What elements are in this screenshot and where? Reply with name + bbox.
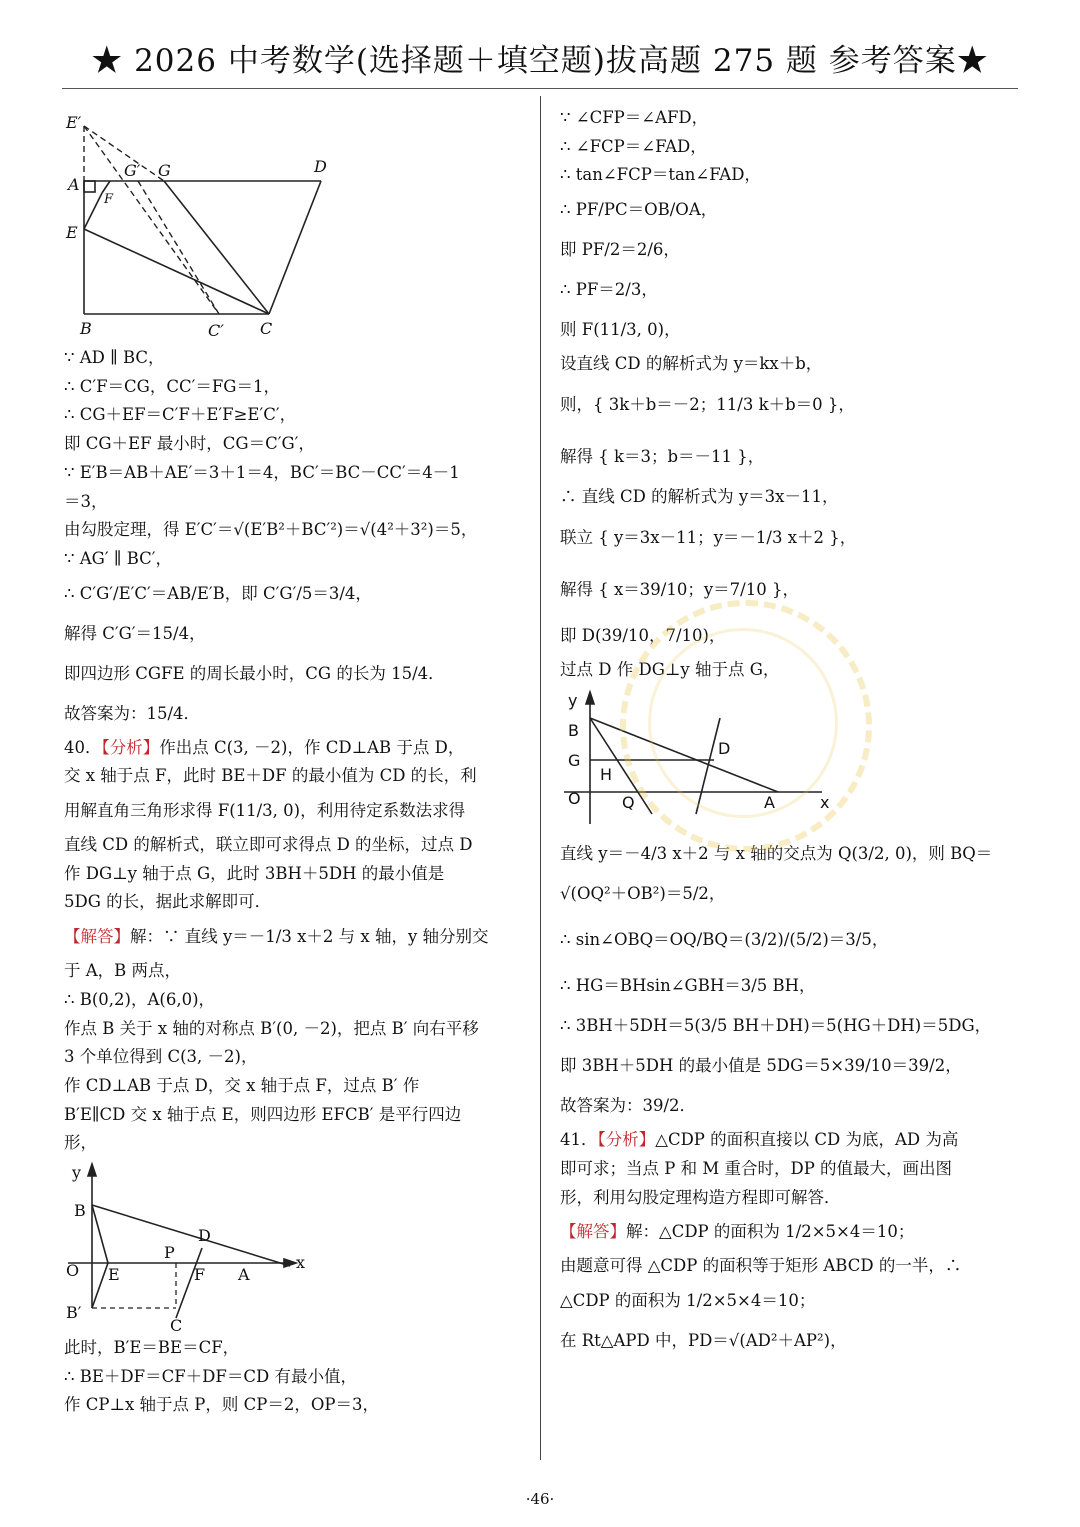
- text-line: ∵ AG′ ∥ BC′，: [64, 548, 172, 568]
- text-line: ∴ sin∠OBQ＝OQ/BQ＝(3/2)/(5/2)＝3/5，: [560, 930, 889, 950]
- text-line: ∴ CG＋EF＝C′F＋E′F≥E′C′，: [64, 405, 297, 425]
- figure-coordinate-efcb: [64, 1158, 324, 1334]
- text-line: 即四边形 CGFE 的周长最小时，CG 的长为 15/4．: [64, 663, 445, 683]
- text-line: 即 D(39/10，7/10)，: [560, 625, 726, 645]
- text-line: 过点 D 作 DG⊥y 轴于点 G，: [560, 659, 780, 679]
- text-line: ∴ tan∠FCP＝tan∠FAD，: [560, 165, 761, 185]
- label-g: G: [158, 161, 171, 180]
- text-line: 解得 C′G′＝15/4，: [64, 623, 206, 643]
- text-line: ∴ PF＝2/3，: [560, 280, 658, 300]
- q41-answer-line: 【解答】解：△CDP 的面积为 1/2×5×4＝10；: [560, 1222, 915, 1242]
- text-line: 故答案为：15/4．: [64, 703, 201, 723]
- label-b: B: [568, 721, 579, 741]
- text-line: 作 DG⊥y 轴于点 G，此时 3BH＋5DH 的最小值是: [64, 863, 445, 883]
- label-c: C: [170, 1316, 183, 1335]
- label-p: P: [164, 1243, 175, 1263]
- right-column: [560, 104, 1016, 1361]
- text-line: ∴ BE＋DF＝CF＋DF＝CD 有最小值，: [64, 1366, 357, 1386]
- header-rule: [62, 88, 1018, 89]
- axis-label-x: x: [296, 1253, 306, 1273]
- page-header: ★ 2026 中考数学(选择题＋填空题)拔高题 275 题 参考答案★: [91, 43, 989, 79]
- text-line: 即可求；当点 P 和 M 重合时，DP 的值最大，画出图: [560, 1158, 953, 1178]
- label-e-prime: E′: [66, 113, 82, 132]
- text-line: △CDP 的面积为 1/2×5×4＝10；: [560, 1291, 816, 1311]
- column-divider: [540, 96, 541, 1460]
- label-c: C: [260, 319, 273, 338]
- axis-label-x: x: [820, 793, 830, 813]
- question-number: 41．: [560, 1130, 598, 1150]
- page-number: ·46·: [525, 1490, 555, 1508]
- text-line: ∴ ∠FCP＝∠FAD，: [560, 136, 707, 156]
- text-line: 直线 y＝－4/3 x＋2 与 x 轴的交点为 Q(3/2, 0)，则 BQ＝: [560, 844, 993, 864]
- label-g: G: [568, 751, 581, 771]
- text-line: ∴ 直线 CD 的解析式为 y＝3x－11，: [560, 486, 839, 506]
- left-column: [64, 104, 526, 1420]
- text-line: ∵ ∠CFP＝∠AFD，: [560, 108, 709, 127]
- q40-analysis-line: 40．【分析】作出点 C(3, －2)，作 CD⊥AB 于点 D，: [64, 737, 465, 757]
- label-g-prime: G′: [124, 161, 141, 180]
- analysis-tag: 【分析】: [101, 737, 160, 757]
- text-line: ∴ C′G′/E′C′＝AB/E′B，即 C′G′/5＝3/4，: [64, 583, 372, 603]
- text-line: B′E∥CD 交 x 轴于点 E，则四边形 EFCB′ 是平行四边: [64, 1104, 462, 1124]
- text-line: 由勾股定理，得 E′C′＝√(E′B²＋BC′²)＝√(4²＋3²)＝5，: [64, 520, 478, 540]
- label-f: F: [194, 1265, 206, 1285]
- q40-answer-line: 【解答】解：∵ 直线 y＝－1/3 x＋2 与 x 轴，y 轴分别交: [64, 927, 489, 947]
- system-line: 则，{ 3k＋b＝－2；11/3 k＋b＝0 }，: [560, 394, 855, 414]
- axis-label-y: y: [72, 1163, 82, 1183]
- label-d: D: [314, 157, 327, 176]
- text-line: 3 个单位得到 C(3, －2)，: [64, 1047, 258, 1067]
- text-line: ∴ 3BH＋5DH＝5(3/5 BH＋DH)＝5(HG＋DH)＝5DG，: [560, 1016, 992, 1036]
- analysis-tag: 【分析】: [597, 1130, 656, 1150]
- label-q: Q: [622, 793, 635, 813]
- text-line: ∵ AD ∥ BC，: [64, 348, 165, 367]
- label-o: O: [66, 1261, 80, 1281]
- text-line: 作点 B 关于 x 轴的对称点 B′(0, －2)，把点 B′ 向右平移: [64, 1018, 479, 1038]
- text-line: ＝3，: [64, 491, 108, 511]
- question-number: 40．: [64, 737, 102, 757]
- text-line: 5DG 的长，据此求解即可．: [64, 892, 272, 912]
- text-line: 交 x 轴于点 F，此时 BE＋DF 的最小值为 CD 的长，利: [64, 766, 477, 786]
- text-line: ∴ B(0,2)，A(6,0)，: [64, 989, 216, 1009]
- label-a: A: [68, 175, 80, 194]
- text-line: ∴ HG＝BHsin∠GBH＝3/5 BH，: [560, 976, 816, 996]
- text-line: 形，利用勾股定理构造方程即可解答．: [560, 1187, 841, 1207]
- text-line: ∵ E′B＝AB＋AE′＝3＋1＝4，BC′＝BC－CC′＝4－1: [64, 462, 460, 482]
- label-e: E: [66, 223, 78, 242]
- text-line: 则 F(11/3, 0)，: [560, 320, 681, 340]
- label-f: F: [104, 192, 114, 207]
- text-line: 在 Rt△APD 中，PD＝√(AD²＋AP²)，: [560, 1331, 847, 1351]
- text-line: ∴ C′F＝CG，CC′＝FG＝1，: [64, 376, 280, 396]
- system-line: 解得 { x＝39/10；y＝7/10 }，: [560, 579, 799, 599]
- text-line: 此时，B′E＝BE＝CF，: [64, 1338, 240, 1358]
- text-line: 直线 CD 的解析式，联立即可求得点 D 的坐标，过点 D: [64, 835, 473, 855]
- label-b: B: [74, 1201, 86, 1221]
- text-line: 作 CD⊥AB 于点 D，交 x 轴于点 F，过点 B′ 作: [64, 1075, 420, 1095]
- label-c-prime: C′: [208, 321, 224, 340]
- figure-quadrilateral-cgfe: [64, 104, 334, 344]
- text-line: 设直线 CD 的解析式为 y＝kx＋b，: [560, 354, 823, 374]
- text-line: 即 CG＋EF 最小时，CG＝C′G′，: [64, 434, 315, 454]
- label-b: B: [80, 319, 92, 338]
- label-b-prime: B′: [66, 1303, 82, 1323]
- answer-tag: 【解答】: [64, 927, 130, 947]
- text-line: 作 CP⊥x 轴于点 P，则 CP＝2，OP＝3，: [64, 1395, 379, 1415]
- label-e: E: [108, 1265, 120, 1285]
- axis-label-y: y: [568, 691, 578, 711]
- label-h: H: [600, 765, 613, 785]
- label-o: O: [568, 789, 581, 809]
- text-line: 由题意可得 △CDP 的面积等于矩形 ABCD 的一半，∴: [560, 1256, 962, 1276]
- text-line: 即 3BH＋5DH 的最小值是 5DG＝5×39/10＝39/2，: [560, 1056, 962, 1076]
- text-line: 即 PF/2＝2/6，: [560, 240, 680, 260]
- answer-tag: 【解答】: [560, 1222, 626, 1242]
- figure-coordinate-bhq: [560, 684, 840, 834]
- text-line: ∴ PF/PC＝OB/OA，: [560, 200, 718, 220]
- text-line: √(OQ²＋OB²)＝5/2，: [560, 884, 726, 904]
- system-line: 联立 { y＝3x－11；y＝－1/3 x＋2 }，: [560, 527, 857, 547]
- text-line: 于 A，B 两点，: [64, 961, 182, 981]
- label-a: A: [764, 793, 775, 813]
- label-a: A: [238, 1265, 250, 1285]
- text-line: 用解直角三角形求得 F(11/3, 0)，利用待定系数法求得: [64, 801, 466, 821]
- label-d: D: [718, 739, 731, 759]
- q41-analysis-line: 41．【分析】△CDP 的面积直接以 CD 为底，AD 为高: [560, 1130, 959, 1150]
- text-line: 形，: [64, 1133, 97, 1153]
- system-line: 解得 { k＝3；b＝－11 }，: [560, 446, 765, 466]
- text-line: 故答案为：39/2．: [560, 1096, 697, 1116]
- label-d: D: [198, 1226, 211, 1246]
